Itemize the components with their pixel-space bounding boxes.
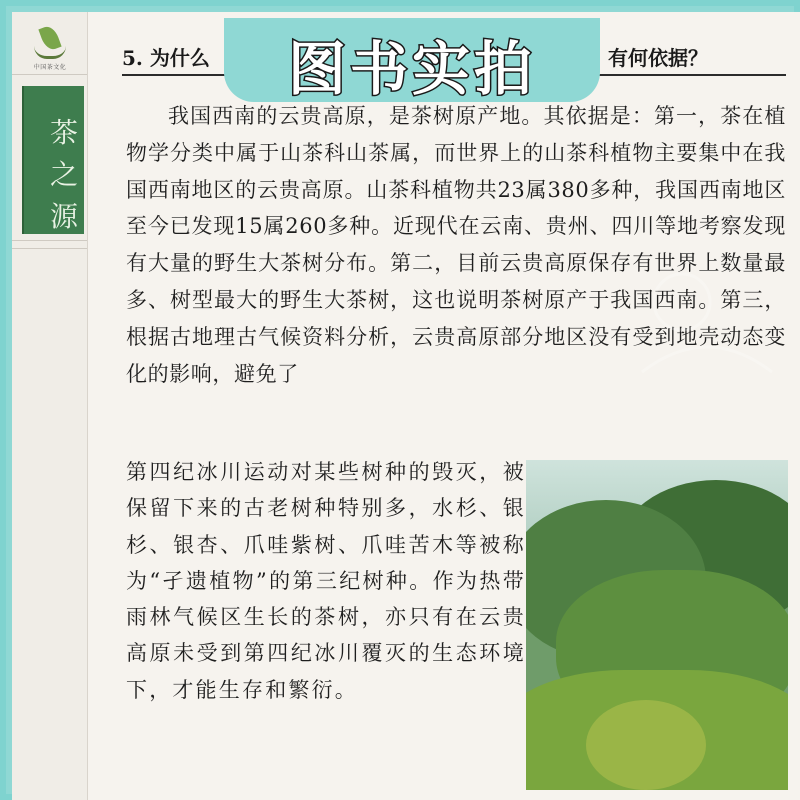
section-title-tail: 有何依据？ bbox=[608, 46, 708, 70]
margin-rule bbox=[12, 74, 87, 75]
banner-text: 图书实拍 bbox=[287, 35, 536, 103]
section-title: 5. 为什么 bbox=[122, 46, 210, 70]
chapter-tab-title: 茶之源 bbox=[49, 116, 78, 233]
body-paragraph: 我国西南的云贵高原，是茶树原产地。其依据是：第一，茶在植物学分类中属于山茶科山茶属，而世界上的山茶科植物主要集中在我国西南地区的云贵高原。山茶科植物共23属380多种，我国西南地区至今已发现15属260多种。近现代在云南、贵州、四川等地考察发现有大量的野生大茶树分布。第二，目前云贵高原保存有世界上数量最多、树型最大的野生大茶树，这也说明茶树原产于我国西南。第三，根据古地理古气候资料分析，云贵高原部分地区没有受到地壳动态变化的影响，避免了 bbox=[126, 104, 786, 386]
margin-rule bbox=[12, 248, 87, 249]
chapter-tab bbox=[22, 86, 84, 234]
photo-bush bbox=[586, 700, 706, 790]
tea-leaf-logo-icon bbox=[24, 20, 76, 72]
margin-rule bbox=[12, 240, 87, 241]
tab-edge bbox=[22, 86, 24, 234]
page-margin bbox=[12, 12, 88, 800]
photo-banner bbox=[224, 18, 600, 102]
body-paragraph-continued: 第四纪冰川运动对某些树种的毁灭，被保留下来的古老树种特别多，水杉、银杉、银杏、爪哇紫树、爪哇苦木等被称为“孑遗植物”的第三纪树种。作为热带雨林气候区生长的茶树，亦只有在云贵高原未受到第四纪冰川覆灭的生态环境下，才能生存和繁衍。 bbox=[126, 460, 526, 702]
cup-shape bbox=[34, 46, 66, 59]
book-page bbox=[12, 12, 800, 800]
logo-caption: 中国茶文化 bbox=[33, 64, 67, 71]
tea-tree-photo bbox=[526, 460, 788, 790]
